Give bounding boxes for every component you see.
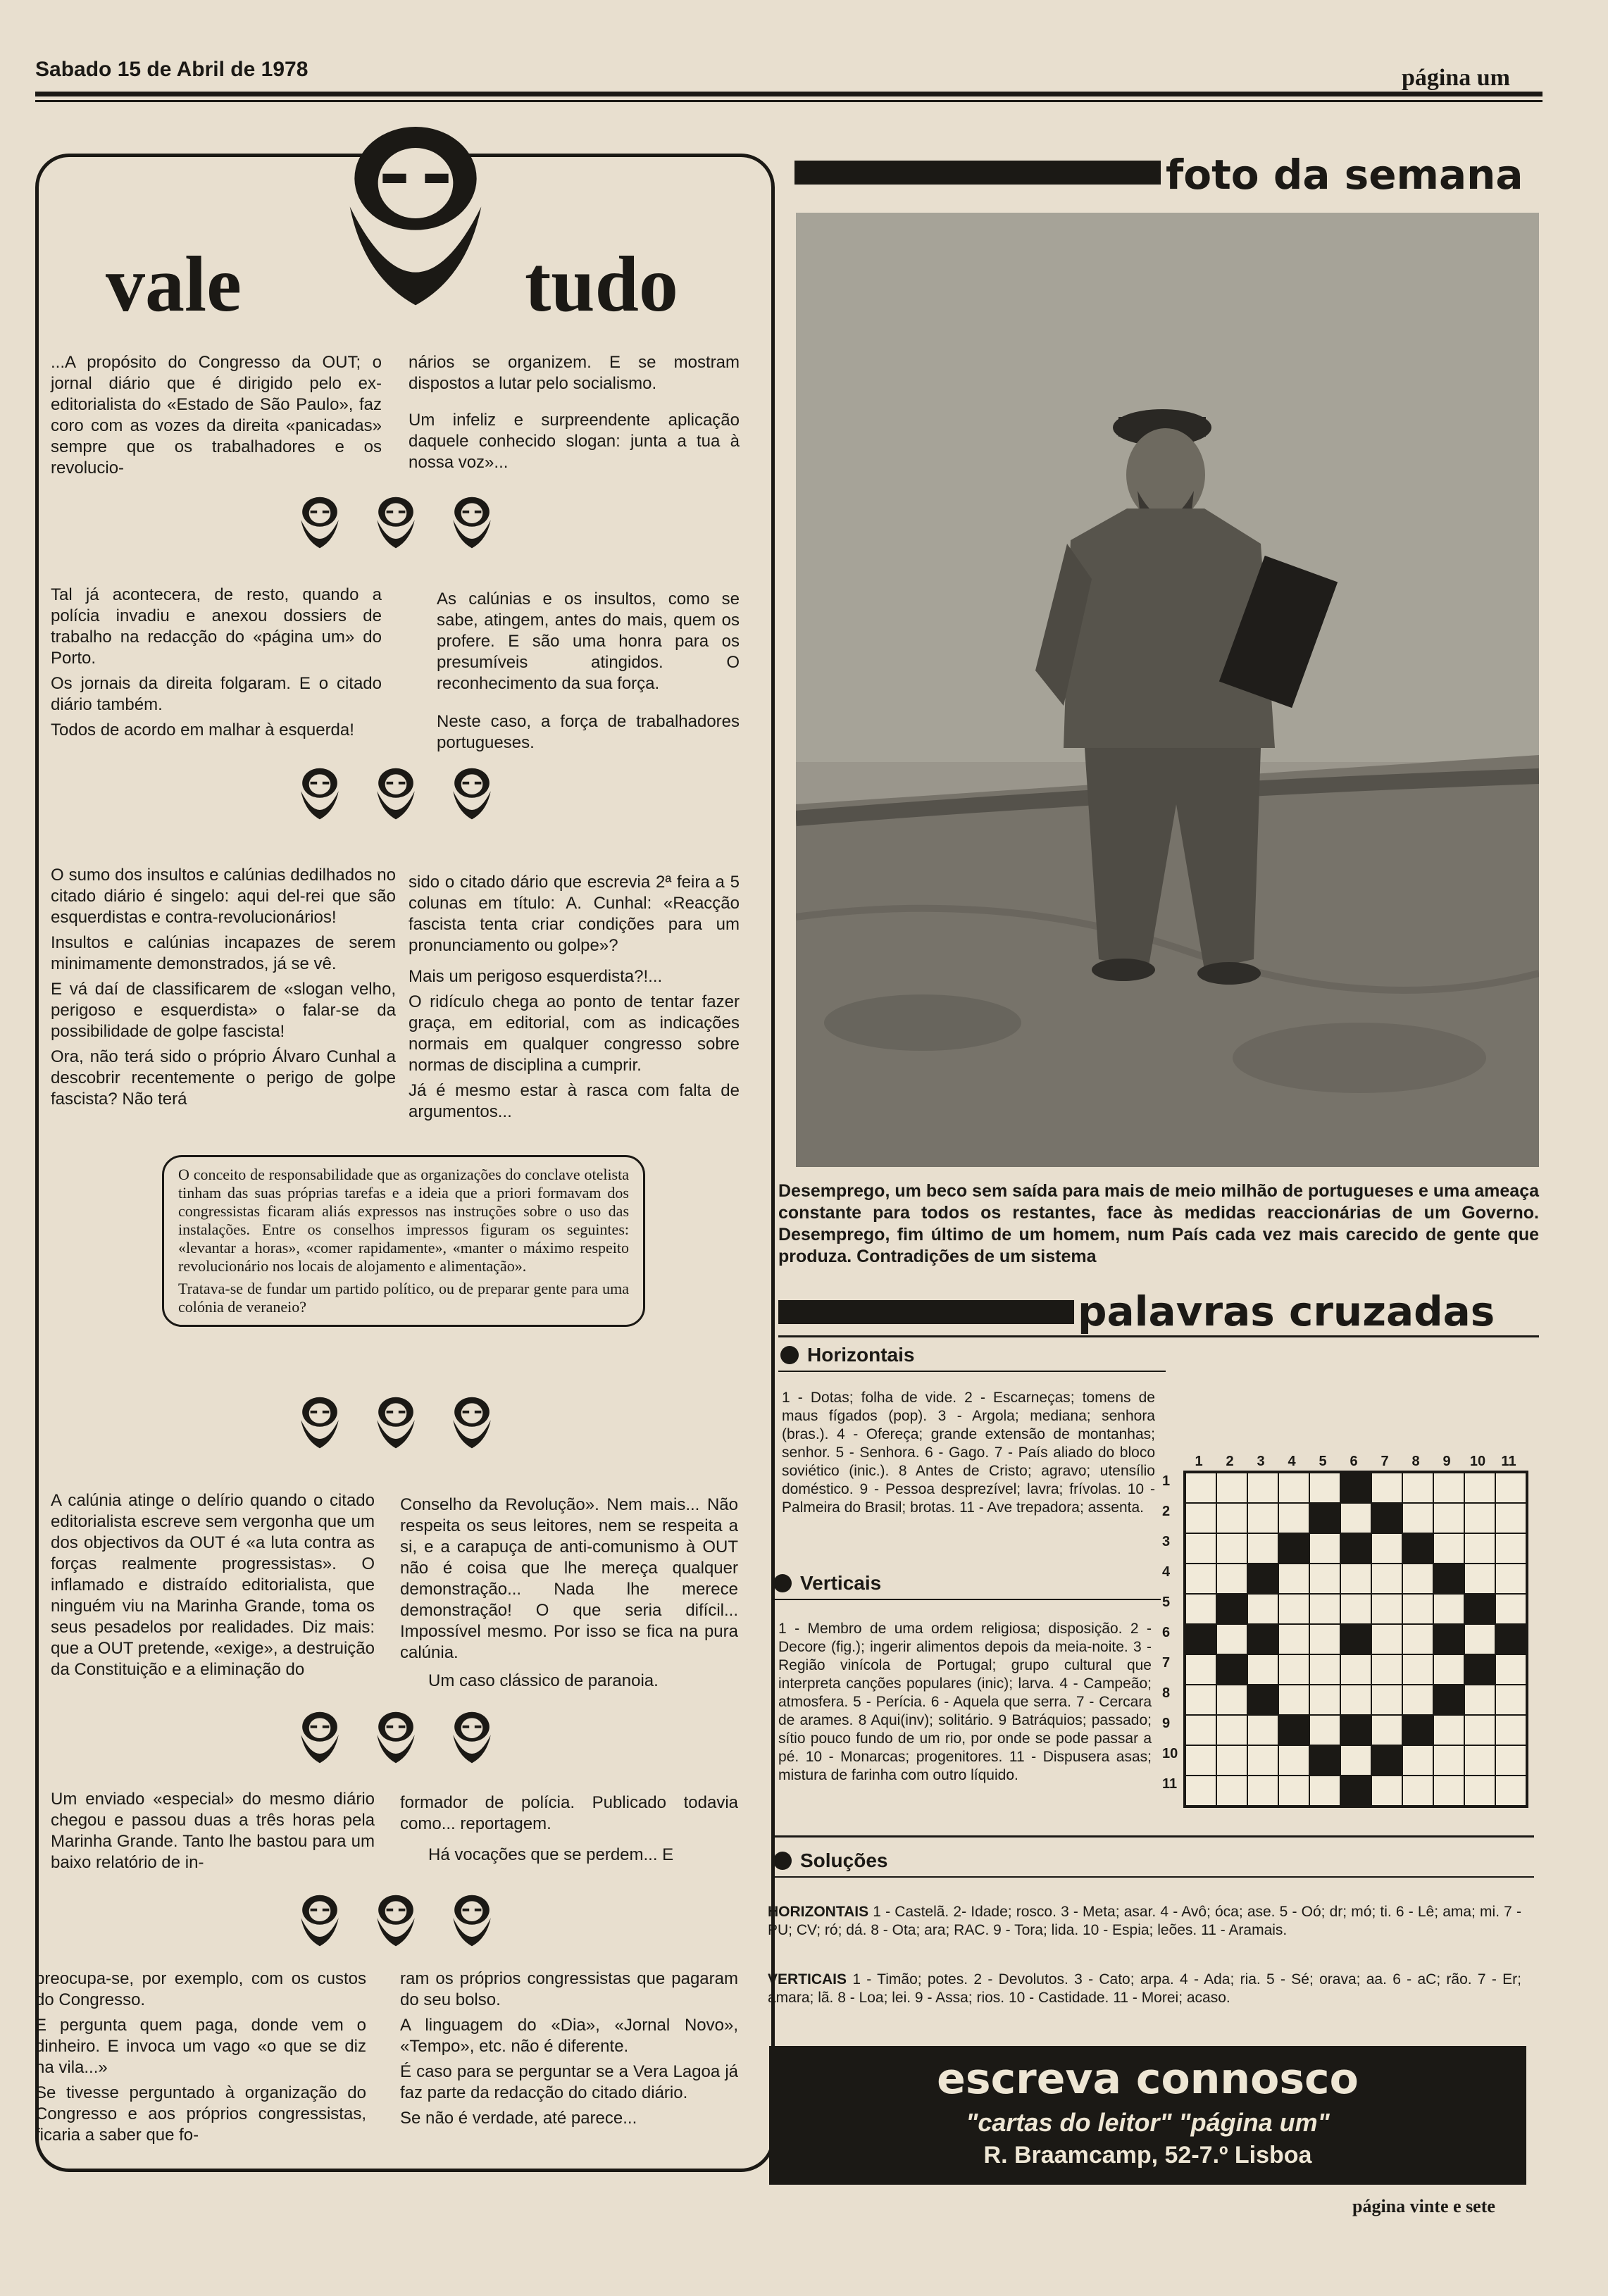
marx-head-icon xyxy=(313,113,518,324)
vale-block4-right: Conselho da Revolução». Nem mais... Não respeita os seus leitores, nem se respeita a si, e a carapuça de anti-comunismo à OUT não é coisa que lhe mereça qualquer demonstração... Nada lhe merece demonstração! O que seria difícil... Impossível mesmo. Por isso se fica na pura calúnia. Um caso clássico de paranoia. xyxy=(400,1495,738,1690)
grid-cell xyxy=(1402,1594,1433,1624)
grid-cell xyxy=(1247,1503,1278,1533)
vale-block6-right: ram os próprios congressistas que pagaram do seu bolso. A linguagem do «Dia», «Jornal Novo», «Tempo», etc. não é diferente. É caso para se perguntar se a Vera Lagoa já faz parte da redacção do citado diário. Se não é verdade, até parece... xyxy=(400,1969,738,2128)
grid-cell xyxy=(1309,1533,1340,1564)
grid-cell xyxy=(1185,1533,1216,1564)
grid-row-number: 7 xyxy=(1162,1655,1171,1671)
grid-cell xyxy=(1402,1624,1433,1654)
grid-col-number: 2 xyxy=(1226,1454,1234,1469)
grid-row-number: 8 xyxy=(1162,1685,1171,1701)
vale-block5-left: Um enviado «especial» do mesmo diário chegou e passou duas a três horas pela Marinha Grande. Tanto lhe bastou para um baixo relatório de in- xyxy=(51,1790,375,1872)
marx-head-icon xyxy=(369,764,423,825)
vale-block3-right: sido o citado dário que escrevia 2ª feira a 5 colunas em título: A. Cunhal: «Reacção fascista tenta criar condições para um pronunciamento ou golpe»? Mais um perigoso esquerdista?!... O ridículo chega ao ponto de tentar fazer graça, em editorial, com as indicações normais em qualquer congresso sobre normas de disciplina a cumprir. Já é mesmo estar à rasca com falta de argumentos... xyxy=(409,873,740,1121)
grid-row-number: 1 xyxy=(1162,1473,1171,1489)
marx-head-icon xyxy=(369,1891,423,1952)
grid-cell xyxy=(1371,1533,1402,1564)
verticais-header: Verticais xyxy=(773,1572,881,1595)
top-rule xyxy=(35,92,1542,96)
marx-head-icon xyxy=(369,493,423,554)
grid-cell xyxy=(1464,1564,1495,1594)
grid-cell xyxy=(1185,1654,1216,1685)
grid-cell xyxy=(1464,1473,1495,1503)
grid-black-cell xyxy=(1340,1473,1371,1503)
grid-col-number: 5 xyxy=(1319,1454,1327,1469)
grid-black-cell xyxy=(1340,1624,1371,1654)
page-date: Sabado 15 de Abril de 1978 xyxy=(35,58,308,81)
grid-cell xyxy=(1340,1564,1371,1594)
grid-cell xyxy=(1340,1745,1371,1776)
vale-block5-right: formador de polícia. Publicado todavia como... reportagem. Há vocações que se perdem... E xyxy=(400,1793,738,1864)
photo-caption: Desemprego, um beco sem saída para mais de meio milhão de portugueses e uma ameaça constante para todos os restantes, face às medidas reaccionárias de um Governo. Desemprego, fim último de um homem, num País cada vez mais carecido de gente que produza. Contradições de um sistema xyxy=(778,1181,1539,1266)
section-name: página um xyxy=(1402,65,1510,91)
grid-black-cell xyxy=(1247,1685,1278,1715)
grid-cell xyxy=(1402,1473,1433,1503)
grid-cell xyxy=(1433,1503,1464,1533)
grid-cell xyxy=(1402,1776,1433,1806)
grid-cell xyxy=(1247,1776,1278,1806)
grid-cell xyxy=(1371,1594,1402,1624)
marx-head-icon xyxy=(293,764,347,825)
grid-cell xyxy=(1371,1776,1402,1806)
grid-cell xyxy=(1216,1776,1247,1806)
grid-row-number: 9 xyxy=(1162,1716,1171,1731)
page-footer: página vinte e sete xyxy=(1352,2196,1495,2216)
grid-black-cell xyxy=(1371,1745,1402,1776)
horizontais-solutions: HORIZONTAIS 1 - Castelã. 2- Idade; rosco. 3 - Meta; asar. 4 - Avô; óca; ase. 5 - Oó; dr; mó; ti. 6 - Lê; ama; mi. 7 - PU; CV; ró; dá. 8 - Ota; ara; RAC. 9 - Tora; lida. 10 - Espia; leões. 11 - Aramais. xyxy=(768,1904,1521,1938)
grid-black-cell xyxy=(1247,1564,1278,1594)
grid-black-cell xyxy=(1371,1503,1402,1533)
grid-cell xyxy=(1495,1776,1526,1806)
verticais-rule xyxy=(773,1599,1161,1600)
grid-row-number: 2 xyxy=(1162,1504,1171,1519)
grid-cell xyxy=(1433,1594,1464,1624)
grid-row-number: 5 xyxy=(1162,1595,1171,1610)
grid-col-number: 11 xyxy=(1501,1454,1516,1469)
grid-cell xyxy=(1247,1715,1278,1745)
grid-cell xyxy=(1495,1685,1526,1715)
vale-block2-right: As calúnias e os insultos, como se sabe, atingem, antes do mais, quem os profere. E são uma honra para os presumíveis atingidos. O reconhecimento da sua força. Neste caso, a força de trabalhadores portugueses. xyxy=(437,589,740,752)
grid-cell xyxy=(1495,1533,1526,1564)
grid-cell xyxy=(1216,1685,1247,1715)
grid-cell xyxy=(1216,1715,1247,1745)
grid-cell xyxy=(1216,1624,1247,1654)
grid-cell xyxy=(1340,1594,1371,1624)
grid-cell xyxy=(1433,1776,1464,1806)
grid-cell xyxy=(1309,1776,1340,1806)
marx-head-icon xyxy=(369,1393,423,1454)
grid-col-number: 6 xyxy=(1350,1454,1358,1469)
crossword-title: palavras cruzadas xyxy=(1078,1287,1495,1335)
grid-cell xyxy=(1309,1624,1340,1654)
foto-title: foto da semana xyxy=(1166,151,1523,199)
grid-cell xyxy=(1340,1503,1371,1533)
grid-black-cell xyxy=(1464,1594,1495,1624)
crossword-title-bar xyxy=(778,1300,1074,1324)
grid-col-number: 8 xyxy=(1411,1454,1420,1469)
solucoes-rule xyxy=(773,1876,1534,1878)
foto-title-bar xyxy=(794,161,1161,185)
grid-cell xyxy=(1495,1503,1526,1533)
grid-cell xyxy=(1340,1685,1371,1715)
grid-cell xyxy=(1495,1473,1526,1503)
grid-row-number: 10 xyxy=(1162,1746,1178,1761)
grid-cell xyxy=(1402,1685,1433,1715)
grid-cell xyxy=(1371,1654,1402,1685)
heads-row-2 xyxy=(51,764,741,825)
grid-col-number: 3 xyxy=(1257,1454,1265,1469)
grid-cell xyxy=(1309,1685,1340,1715)
grid-black-cell xyxy=(1340,1715,1371,1745)
solucoes-header: Soluções xyxy=(773,1849,887,1872)
contact-address: R. Braamcamp, 52-7.º Lisboa xyxy=(983,2142,1312,2169)
grid-cell xyxy=(1371,1685,1402,1715)
grid-row-number: 3 xyxy=(1162,1534,1171,1549)
grid-cell xyxy=(1371,1715,1402,1745)
marx-head-icon xyxy=(293,493,347,554)
contact-box xyxy=(769,2046,1526,2185)
grid-cell xyxy=(1216,1473,1247,1503)
marx-head-icon xyxy=(293,1393,347,1454)
grid-black-cell xyxy=(1433,1564,1464,1594)
grid-black-cell xyxy=(1495,1624,1526,1654)
heads-row-4 xyxy=(51,1708,741,1768)
marx-head-icon xyxy=(445,1393,499,1454)
grid-cell xyxy=(1278,1776,1309,1806)
vale-block1-left: ...A propósito do Congresso da OUT; o jornal diário que é dirigido pelo ex-editorialista do «Estado de São Paulo», faz coro com as vozes da direita «panicadas» sempre que os trabalhadores e os revolucio- xyxy=(51,353,382,478)
grid-black-cell xyxy=(1340,1776,1371,1806)
grid-cell xyxy=(1433,1745,1464,1776)
grid-black-cell xyxy=(1247,1624,1278,1654)
marx-head-icon xyxy=(445,1891,499,1952)
marx-head-icon xyxy=(445,1708,499,1768)
grid-cell xyxy=(1247,1654,1278,1685)
grid-row-number: 11 xyxy=(1162,1776,1178,1792)
solucoes-rule-top xyxy=(773,1835,1534,1838)
grid-black-cell xyxy=(1433,1624,1464,1654)
grid-cell xyxy=(1371,1624,1402,1654)
grid-black-cell xyxy=(1309,1503,1340,1533)
grid-cell xyxy=(1278,1473,1309,1503)
grid-cell xyxy=(1278,1594,1309,1624)
heads-row-3 xyxy=(51,1393,741,1454)
grid-cell xyxy=(1340,1654,1371,1685)
grid-col-number: 10 xyxy=(1469,1454,1486,1469)
vale-block6-left: preocupa-se, por exemplo, com os custos do Congresso. E pergunta quem paga, donde vem o dinheiro. E invoca um vago «o que se diz na vila...» Se tivesse perguntado à organização do Congresso e aos próprios congressistas, ficaria a saber que fo- xyxy=(35,1969,366,2145)
crossword-grid xyxy=(1183,1471,1528,1808)
grid-cell xyxy=(1247,1594,1278,1624)
title-vale: vale xyxy=(106,241,242,328)
grid-black-cell xyxy=(1464,1654,1495,1685)
grid-cell xyxy=(1278,1685,1309,1715)
bullet-icon xyxy=(780,1346,799,1364)
grid-cell xyxy=(1247,1473,1278,1503)
grid-cell xyxy=(1278,1654,1309,1685)
grid-cell xyxy=(1216,1503,1247,1533)
grid-cell xyxy=(1216,1745,1247,1776)
grid-cell xyxy=(1495,1654,1526,1685)
grid-black-cell xyxy=(1278,1715,1309,1745)
grid-cell xyxy=(1433,1533,1464,1564)
horizontais-header: Horizontais xyxy=(780,1344,914,1366)
grid-cell xyxy=(1402,1564,1433,1594)
heads-row-1 xyxy=(51,493,741,554)
grid-cell xyxy=(1185,1685,1216,1715)
grid-col-number: 9 xyxy=(1442,1454,1451,1469)
grid-cell xyxy=(1216,1564,1247,1594)
grid-cell xyxy=(1278,1503,1309,1533)
vale-block3-left: O sumo dos insultos e calúnias dedilhados no citado diário é singelo: aqui del-rei que são esquerdistas e contra-revolucionários! Insultos e calúnias incapazes de serem minimamente demonstrados, já se vê. E vá daí de classificarem de «slogan velho, perigoso e esquerdista» o falar-se da possibilidade de golpe fascista! Ora, não terá sido o próprio Álvaro Cunhal a descobrir recentemente o perigo de golpe fascista? Não terá xyxy=(51,866,396,1109)
grid-cell xyxy=(1495,1594,1526,1624)
inset-box: O conceito de responsabilidade que as organizações do conclave otelista tinham das suas próprias tarefas e a ideia que a priori formavam dos congressistas ficaram aliás expressos nas instruções sobre o uso das instalações. Entre os conselhos impressos figuram os seguintes: «levantar a horas», «comer rapidamente», «manter o máximo respeito revolucionário nos locais de alojamento e alimentação». Tratava-se de fundar um partido político, ou de preparar gente para uma colónia de veraneio? xyxy=(162,1155,645,1327)
grid-cell xyxy=(1278,1624,1309,1654)
contact-line1: "cartas do leitor" "página um" xyxy=(966,2108,1330,2137)
marx-head-icon xyxy=(293,1891,347,1952)
vale-block1-right: nários se organizem. E se mostram dispostos a lutar pelo socialismo. Um infeliz e surpreendente aplicação daquele conhecido slogan: junta a tua à nossa voz»... xyxy=(409,353,740,472)
grid-black-cell xyxy=(1278,1533,1309,1564)
vale-block4-left: A calúnia atinge o delírio quando o citado editorialista escreve sem vergonha que um dos objectivos da OUT é «a luta contra as forças realmente progressistas». O inflamado e distraído editorialista, que ninguém viu na Marinha Grande, toma os seus pesadelos por realidades. Diz mais: que a OUT pretende, «exige», a destruição da Constituição e a eliminação do xyxy=(51,1491,375,1679)
grid-cell xyxy=(1278,1564,1309,1594)
grid-cell xyxy=(1464,1745,1495,1776)
grid-cell xyxy=(1216,1533,1247,1564)
photo xyxy=(796,213,1539,1167)
grid-black-cell xyxy=(1402,1533,1433,1564)
grid-cell xyxy=(1464,1533,1495,1564)
grid-cell xyxy=(1402,1503,1433,1533)
grid-cell xyxy=(1464,1715,1495,1745)
grid-cell xyxy=(1185,1473,1216,1503)
grid-cell xyxy=(1433,1654,1464,1685)
grid-black-cell xyxy=(1216,1594,1247,1624)
marx-head-icon xyxy=(293,1708,347,1768)
grid-cell xyxy=(1464,1685,1495,1715)
grid-black-cell xyxy=(1185,1624,1216,1654)
vale-block2-left: Tal já acontecera, de resto, quando a polícia invadiu e anexou dossiers de trabalho na redacção do «página um» do Porto. Os jornais da direita folgaram. E o citado diário também. Todos de acordo em malhar à esquerda! xyxy=(51,585,382,740)
verticais-clues: 1 - Membro de uma ordem religiosa; disposição. 2 - Decore (fig.); ingerir alimentos depois da meia-noite. 3 - Região vinícola de Portugal; grupo cultural que interpreta canções populares (inic); larva. 4 - Campeão; atmosfera. 5 - Perícia. 6 - Aquela que serra. 7 - Cercara de arames. 8 Aqui(inv); solitário. 9 Batráquios; passado; sítio pouco fundo de um rio, por onde se pode passar a pé. 10 - Monarcas; progenitores. 11 - Dispusera asas; mistura de farinha com outro líquido. xyxy=(778,1621,1152,1783)
grid-cell xyxy=(1433,1473,1464,1503)
bullet-icon xyxy=(773,1574,792,1592)
heads-row-5 xyxy=(51,1891,741,1952)
grid-cell xyxy=(1433,1715,1464,1745)
grid-cell xyxy=(1371,1564,1402,1594)
grid-black-cell xyxy=(1340,1533,1371,1564)
grid-cell xyxy=(1309,1473,1340,1503)
top-rule-thin xyxy=(35,100,1542,102)
grid-row-number: 6 xyxy=(1162,1625,1171,1640)
grid-col-number: 1 xyxy=(1195,1454,1203,1469)
marx-head-icon xyxy=(369,1708,423,1768)
grid-cell xyxy=(1464,1776,1495,1806)
grid-cell xyxy=(1371,1473,1402,1503)
grid-row-number: 4 xyxy=(1162,1564,1171,1580)
grid-cell xyxy=(1464,1624,1495,1654)
grid-column-numbers xyxy=(1183,1454,1524,1470)
grid-cell xyxy=(1495,1745,1526,1776)
grid-cell xyxy=(1185,1715,1216,1745)
grid-black-cell xyxy=(1402,1715,1433,1745)
grid-cell xyxy=(1278,1745,1309,1776)
grid-black-cell xyxy=(1433,1685,1464,1715)
grid-cell xyxy=(1309,1564,1340,1594)
crossword-rule xyxy=(778,1335,1539,1337)
grid-cell xyxy=(1185,1564,1216,1594)
grid-black-cell xyxy=(1309,1745,1340,1776)
grid-cell xyxy=(1464,1503,1495,1533)
grid-col-number: 4 xyxy=(1288,1454,1296,1469)
grid-row-numbers xyxy=(1162,1473,1178,1807)
grid-cell xyxy=(1402,1745,1433,1776)
grid-cell xyxy=(1309,1594,1340,1624)
grid-cell xyxy=(1185,1594,1216,1624)
horizontais-clues: 1 - Dotas; folha de vide. 2 - Escarneças; tomens de maus fígados (pop). 3 - Argola; mediana; senhora (bras.). 4 - Ofereça; grande extensão de montanhas; senhor. 5 - Senhora. 6 - Gago. 7 - País aliado do bloco soviético (inic.). 8 Antes de Cristo; agravo; utensílio doméstico. 9 - Pessoa desprezível; lavra; frívolas. 10 - Palmeira do Brasil; brotas. 11 - Ave trepadora; assenta. xyxy=(782,1390,1155,1516)
grid-cell xyxy=(1495,1564,1526,1594)
bullet-icon xyxy=(773,1852,792,1870)
grid-col-number: 7 xyxy=(1380,1454,1389,1469)
contact-title: escreva connosco xyxy=(937,2054,1359,2104)
grid-cell xyxy=(1309,1715,1340,1745)
grid-cell xyxy=(1495,1715,1526,1745)
horizontais-rule xyxy=(778,1371,1166,1372)
title-tudo: tudo xyxy=(525,241,678,328)
grid-black-cell xyxy=(1216,1654,1247,1685)
grid-cell xyxy=(1185,1776,1216,1806)
grid-cell xyxy=(1309,1654,1340,1685)
marx-head-icon xyxy=(445,493,499,554)
grid-cell xyxy=(1247,1745,1278,1776)
grid-cell xyxy=(1185,1745,1216,1776)
grid-cell xyxy=(1247,1533,1278,1564)
verticais-solutions: VERTICAIS 1 - Timão; potes. 2 - Devolutos. 3 - Cato; arpa. 4 - Ada; ria. 5 - Sé; orava; aa. 6 - aC; rão. 7 - Er; amara; lã. 8 - Loa; lei. 9 - Assa; rios. 10 - Castidade. 11 - Morei; acaso. xyxy=(768,1971,1521,2006)
grid-cell xyxy=(1402,1654,1433,1685)
marx-head-icon xyxy=(445,764,499,825)
grid-cell xyxy=(1185,1503,1216,1533)
